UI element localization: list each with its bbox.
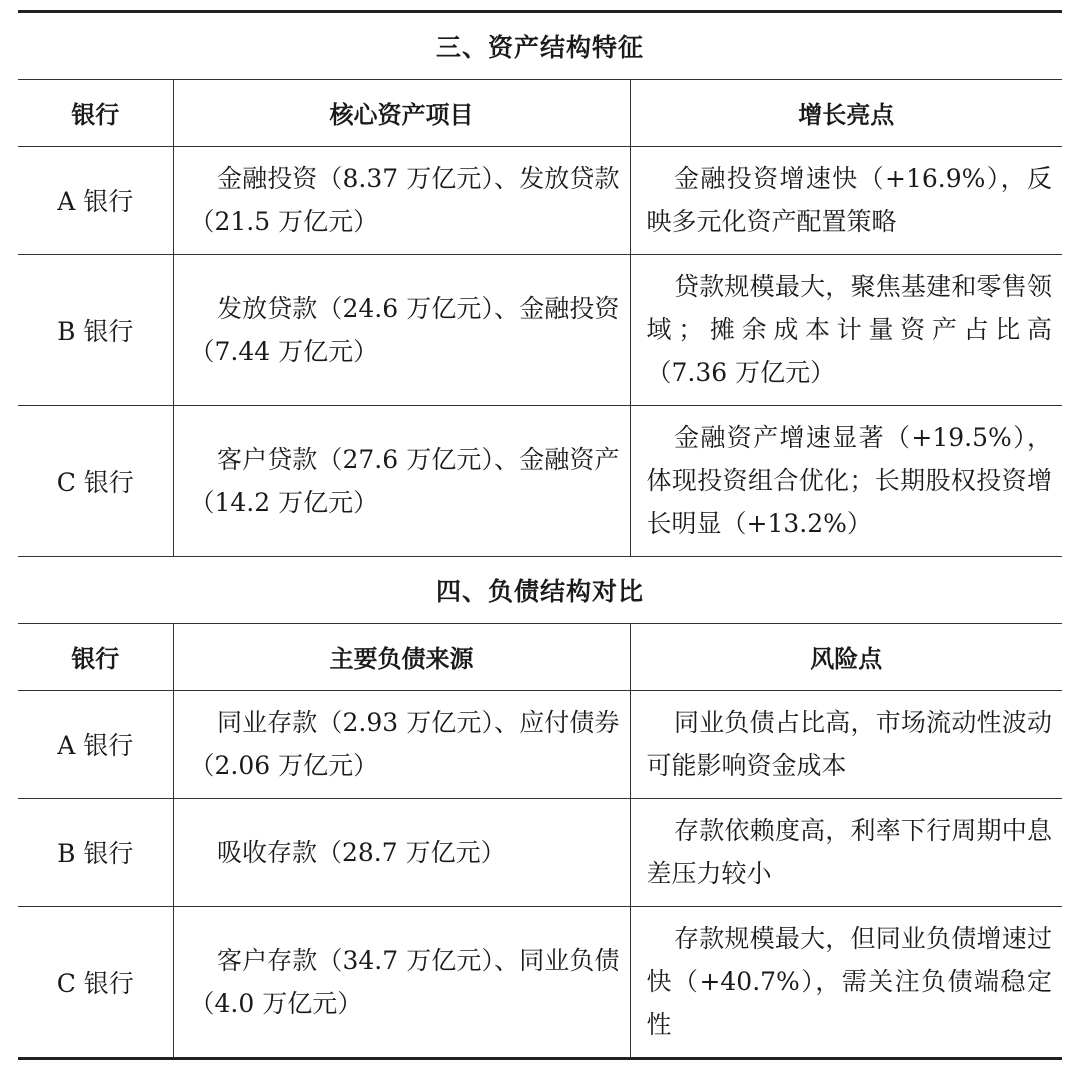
asset-item-cell: 金融投资（8.37 万亿元）、发放贷款（21.5 万亿元） <box>173 146 630 254</box>
assets-table <box>18 80 1062 556</box>
asset-item-cell: 发放贷款（24.6 万亿元）、金融投资（7.44 万亿元） <box>173 254 630 405</box>
column-header-liability-source: 主要负债来源 <box>173 624 630 690</box>
section-title-assets: 三、资产结构特征 <box>18 13 1062 80</box>
table-row <box>18 798 1062 906</box>
table-row <box>18 405 1062 556</box>
column-header-bank: 银行 <box>18 80 173 146</box>
highlight-cell: 金融投资增速快（+16.9%），反映多元化资产配置策略 <box>630 146 1062 254</box>
bank-cell: C 银行 <box>18 405 173 556</box>
table-row <box>18 690 1062 798</box>
highlight-cell: 贷款规模最大，聚焦基建和零售领域；摊余成本计量资产占比高（7.36 万亿元） <box>630 254 1062 405</box>
table-row <box>18 254 1062 405</box>
table-row <box>18 906 1062 1057</box>
bank-cell: A 银行 <box>18 690 173 798</box>
highlight-cell: 金融资产增速显著（+19.5%），体现投资组合优化；长期股权投资增长明显（+13.2%） <box>630 405 1062 556</box>
table-header-row <box>18 624 1062 690</box>
asset-item-cell: 客户贷款（27.6 万亿元）、金融资产（14.2 万亿元） <box>173 405 630 556</box>
table-header-row <box>18 80 1062 146</box>
document-frame <box>18 10 1062 1060</box>
bank-cell: B 银行 <box>18 254 173 405</box>
liabilities-table <box>18 624 1062 1057</box>
section-title-liabilities: 四、负债结构对比 <box>18 556 1062 624</box>
bank-cell: A 银行 <box>18 146 173 254</box>
risk-cell: 同业负债占比高，市场流动性波动可能影响资金成本 <box>630 690 1062 798</box>
column-header-highlights: 增长亮点 <box>630 80 1062 146</box>
table-row <box>18 146 1062 254</box>
column-header-core-assets: 核心资产项目 <box>173 80 630 146</box>
liability-item-cell: 吸收存款（28.7 万亿元） <box>173 798 630 906</box>
column-header-bank: 银行 <box>18 624 173 690</box>
column-header-risk: 风险点 <box>630 624 1062 690</box>
risk-cell: 存款规模最大，但同业负债增速过快（+40.7%），需关注负债端稳定性 <box>630 906 1062 1057</box>
liability-item-cell: 客户存款（34.7 万亿元）、同业负债（4.0 万亿元） <box>173 906 630 1057</box>
liability-item-cell: 同业存款（2.93 万亿元）、应付债券（2.06 万亿元） <box>173 690 630 798</box>
bank-cell: B 银行 <box>18 798 173 906</box>
bank-cell: C 银行 <box>18 906 173 1057</box>
bottom-rule <box>18 1057 1062 1060</box>
risk-cell: 存款依赖度高，利率下行周期中息差压力较小 <box>630 798 1062 906</box>
